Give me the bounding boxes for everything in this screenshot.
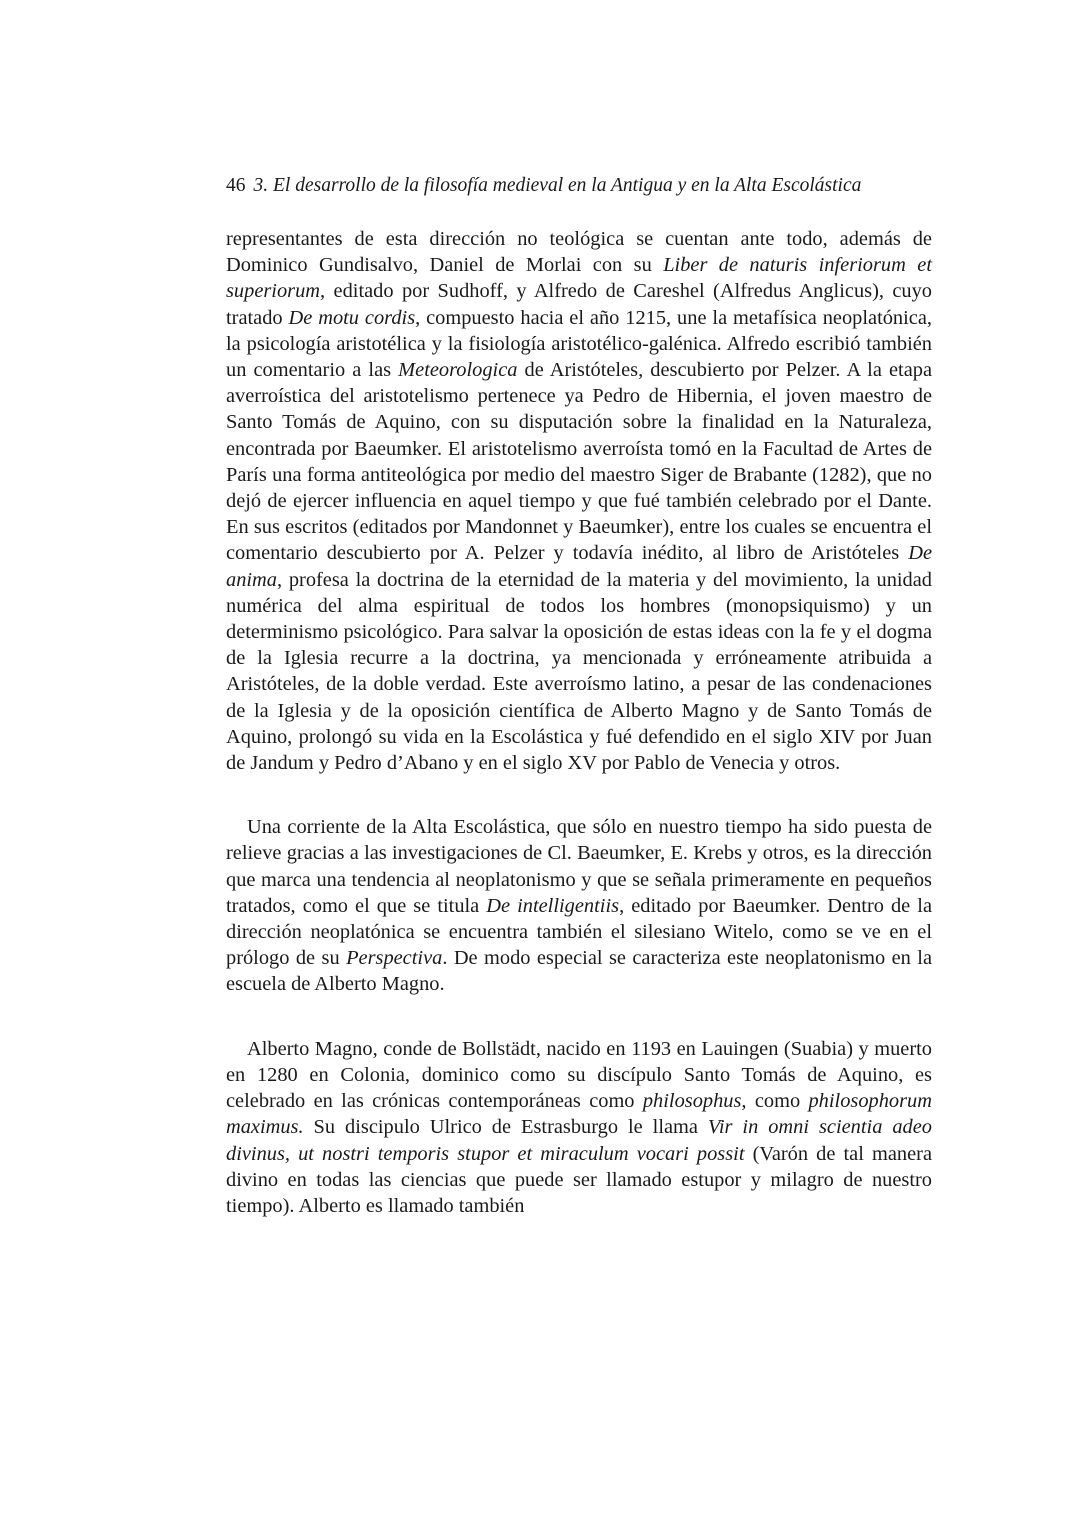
body-text: de Aristóteles, descubierto por Pelzer. A la etapa averroística del aristotelismo pertenece ya Pedro de Hibernia, el joven maestro de Santo Tomás de Aquino, con su disputación sobre la finalidad en la Naturaleza, encontrada por Baeumker. El aristotelismo averroísta tomó en la Facultad de Artes de París una forma antiteológica por medio del maestro Siger de Brabante (1282), que no dejó de ejercer influencia en aquel tiempo y que fué también celebrado por el Dante. En sus escritos (editados por Mandonnet y Baeumker), entre los cuales se encuentra el comentario descubierto por A. Pelzer y todavía inédito, al libro de Aristóteles — [226, 359, 932, 565]
body-text: , compuesto hacia el año 1215, une la metafísica neoplatónica, la psicología aristotélica y la fisiología aristotélico-galénica. Alfredo escribió también un comentario a las — [226, 306, 932, 382]
italic-text: Meteorologica — [398, 359, 518, 382]
paragraph-gap — [226, 776, 932, 814]
body-text: representantes de esta dirección no teológica se cuentan ante todo, además de Dominico Gundisalvo, Daniel de Morlai con su — [226, 228, 932, 277]
italic-text: Perspectiva — [346, 947, 443, 970]
italic-text: De motu cordis — [288, 306, 416, 329]
body-text: , editado por Baeumker. Dentro de la dirección neoplatónica se encuentra también el silesiano Witelo, como se ve en el prólogo de su — [226, 894, 932, 970]
body-text: . De modo especial se caracteriza este neoplatonismo en la escuela de Alberto Magno. — [226, 947, 932, 996]
paragraph — [226, 814, 932, 997]
italic-text: philosophorum maximus. — [226, 1090, 932, 1139]
body-text: Alberto Magno, conde de Bollstädt, nacido en 1193 en Lauingen (Suabia) y muerto en 1280 en Colonia, dominico como su discípulo Santo Tomás de Aquino, es celebrado en las crónicas contemporáneas como — [226, 1037, 932, 1113]
italic-text: De anima — [226, 542, 932, 591]
body-text: Su discipulo Ulrico de Estrasburgo le llama — [303, 1116, 708, 1139]
body-text: , editado por Sudhoff, y Alfredo de Careshel (Alfredus Anglicus), cuyo tratado — [226, 280, 932, 329]
body-text: , como — [741, 1090, 809, 1113]
body-text: (Varón de tal manera divino en todas las ciencias que puede ser llamado estupor y milagro de nuestro tiempo). Alberto es llamado también — [226, 1142, 932, 1217]
page-number: 46 — [226, 175, 246, 196]
paragraph — [226, 226, 932, 776]
body-text: , profesa la doctrina de la eternidad de la materia y del movimiento, la unidad numérica del alma espiritual de todos los hombres (monopsiquismo) y un determinismo psicológico. Para salvar la oposición de estas ideas con la fe y el dogma de la Iglesia recurre a la doctrina, ya mencionada y erróneamente atribuida a Aristóteles, de la doble verdad. Este averroísmo latino, a pesar de las condenaciones de la Iglesia y de la oposición científica de Alberto Magno y de Santo Tomás de Aquino, prolongó su vida en la Escolástica y fué defendido en el siglo XIV por Juan de Jandum y Pedro d’Abano y en el siglo XV por Pablo de Venecia y otros. — [226, 568, 932, 775]
running-header — [226, 172, 932, 200]
italic-text: Liber de naturis inferiorum et superiorum — [226, 254, 932, 303]
italic-text: Vir in omni scientia adeo divinus, ut nostri temporis stupor et miraculum vocari possit — [226, 1116, 932, 1165]
paragraph-gap — [226, 998, 932, 1036]
page-body — [226, 172, 932, 1219]
italic-text: De intelligentiis — [486, 894, 620, 917]
body-text: Una corriente de la Alta Escolástica, que sólo en nuestro tiempo ha sido puesta de relieve gracias a las investigaciones de Cl. Baeumker, E. Krebs y otros, es la dirección que marca una tendencia al neoplatonismo y que se señala primeramente en pequeños tratados, como el que se titula — [226, 816, 932, 917]
italic-text: philosophus — [642, 1090, 742, 1113]
paragraph — [226, 1036, 932, 1219]
chapter-title: 3. El desarrollo de la filosofía medieval en la Antigua y en la Alta Escolástica — [253, 175, 862, 196]
